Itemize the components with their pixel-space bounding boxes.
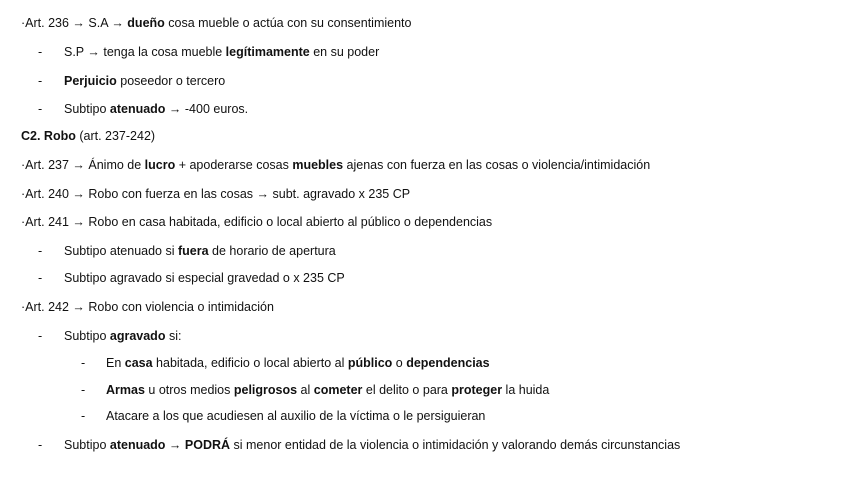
list-item (106, 355, 490, 371)
list-bullet-dash: - (38, 45, 43, 59)
list-bullet-dash: - (38, 74, 43, 88)
bold-text: proteger (451, 383, 503, 397)
bold-text: atenuado (109, 102, 166, 116)
bold-text: casa (124, 356, 153, 370)
text-segment: Subtipo agravado si especial gravedad o x 235 CP (64, 271, 345, 285)
text-segment: En (106, 356, 125, 370)
text-segment: Subtipo atenuado si (64, 244, 178, 258)
list-item (64, 243, 336, 259)
text-segment: ·Art. 237 → Ánimo de (21, 158, 145, 172)
text-segment: S.P → tenga la cosa mueble (64, 45, 226, 59)
list-item (106, 408, 485, 424)
text-segment: ·Art. 236 → S.A → (21, 16, 128, 30)
text-segment: la huida (502, 383, 550, 397)
text-segment: → (165, 438, 185, 452)
bold-text: atenuado (109, 438, 166, 452)
bold-text: Armas (106, 383, 145, 397)
text-segment: ·Art. 240 → Robo con fuerza en las cosas → subt. agravado x 235 CP (21, 187, 411, 201)
text-line (21, 186, 410, 202)
bold-text: C2. Robo (21, 129, 76, 143)
bold-text: muebles (292, 158, 344, 172)
text-segment: ajenas con fuerza en las cosas o violencia/intimidación (343, 158, 651, 172)
text-segment: cosa mueble o actúa con su consentimiento (164, 16, 412, 30)
bold-text: agravado (109, 329, 166, 343)
text-segment: Subtipo (64, 329, 110, 343)
text-segment: (art. 237-242) (75, 129, 156, 143)
list-bullet-dash: - (38, 329, 43, 343)
list-item (64, 270, 345, 286)
bold-text: peligrosos (233, 383, 298, 397)
text-line (21, 15, 411, 31)
text-segment: poseedor o tercero (116, 74, 226, 88)
bold-text: público (347, 356, 393, 370)
text-line (21, 157, 650, 173)
text-segment: u otros medios (144, 383, 234, 397)
text-segment: ·Art. 241 → Robo en casa habitada, edificio o local abierto al público o dependencias (21, 215, 493, 229)
list-item (64, 328, 181, 344)
bold-text: lucro (144, 158, 176, 172)
list-bullet-dash: - (38, 244, 43, 258)
text-segment: en su poder (309, 45, 380, 59)
text-segment: + apoderarse cosas (175, 158, 293, 172)
text-line (21, 128, 155, 144)
text-segment: → -400 euros. (165, 102, 249, 116)
bold-text: dependencias (406, 356, 490, 370)
text-segment: Atacare a los que acudiesen al auxilio de la víctima o le persiguieran (106, 409, 486, 423)
list-bullet-dash: - (81, 356, 86, 370)
text-segment: el delito o para (362, 383, 452, 397)
list-item (64, 44, 379, 60)
text-segment: de horario de apertura (208, 244, 336, 258)
bold-text: PODRÁ (184, 438, 231, 452)
bold-text: legítimamente (225, 45, 310, 59)
bold-text: Perjuicio (64, 74, 117, 88)
text-line (21, 299, 274, 315)
text-segment: si: (165, 329, 182, 343)
list-item (64, 437, 680, 453)
text-line (21, 214, 492, 230)
text-segment: si menor entidad de la violencia o intimidación y valorando demás circunstancias (230, 438, 681, 452)
list-bullet-dash: - (81, 409, 86, 423)
list-bullet-dash: - (38, 271, 43, 285)
list-item (106, 382, 549, 398)
list-item (64, 73, 225, 89)
text-segment: ·Art. 242 → Robo con violencia o intimidación (21, 300, 274, 314)
text-segment: Subtipo (64, 102, 110, 116)
bold-text: fuera (177, 244, 209, 258)
text-segment: al (297, 383, 314, 397)
list-item (64, 101, 248, 117)
bold-text: cometer (313, 383, 363, 397)
text-segment: habitada, edificio o local abierto al (152, 356, 348, 370)
list-bullet-dash: - (38, 102, 43, 116)
bold-text: dueño (127, 16, 165, 30)
list-bullet-dash: - (38, 438, 43, 452)
text-segment: o (392, 356, 407, 370)
list-bullet-dash: - (81, 383, 86, 397)
text-segment: Subtipo (64, 438, 110, 452)
